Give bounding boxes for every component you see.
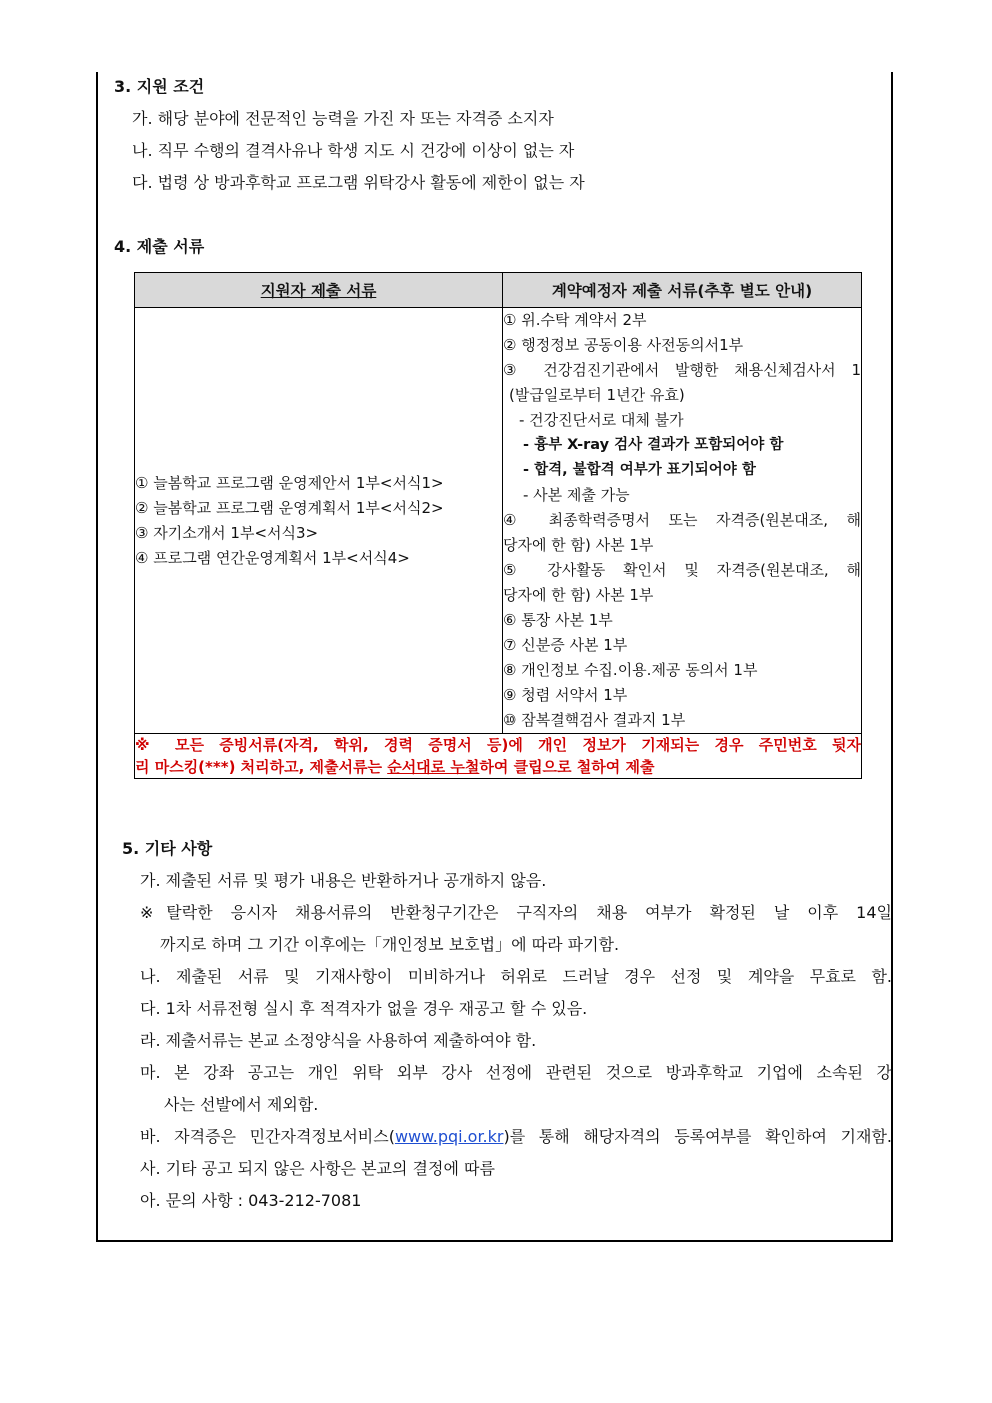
- sec5-note-line2: 까지로 하며 그 기간 이후에는「개인정보 보호법」에 따라 파기함.: [160, 935, 620, 954]
- table-header-applicant: 지원자 제출 서류: [135, 273, 503, 308]
- order-emphasis: 순서대로 누철: [387, 758, 480, 776]
- pqi-link[interactable]: www.pqi.or.kr: [394, 1127, 504, 1146]
- documents-table: [134, 272, 862, 779]
- contractor-doc-item: ⑥ 통장 사본 1부: [503, 611, 613, 629]
- applicant-documents-cell: [135, 308, 503, 734]
- masking-notice-line1: ※ 모든 증빙서류(자격, 학위, 경력 증명서 등)에 개인 정보가 기재되는 경우 주민번호 뒷자: [135, 736, 861, 754]
- sec5-item-ga: 가. 제출된 서류 및 평가 내용은 반환하거나 공개하지 않음.: [140, 871, 547, 890]
- applicant-doc-item: ④ 프로그램 연간운영계획서 1부<서식4>: [135, 548, 410, 567]
- contractor-doc-item: ④ 최종학력증명서 또는 자격증(원본대조, 해: [503, 511, 861, 529]
- contractor-doc-subitem: - 건강진단서로 대체 불가: [519, 411, 684, 429]
- sec5-item-a-contact: 아. 문의 사항 : 043-212-7081: [140, 1191, 362, 1210]
- contractor-doc-subitem: - 사본 제출 가능: [523, 486, 630, 504]
- contractor-doc-item: ⑨ 청렴 서약서 1부: [503, 686, 628, 704]
- section-4-title: 4. 제출 서류: [114, 237, 205, 256]
- contractor-doc-item: ⑧ 개인정보 수집.이용.제공 동의서 1부: [503, 661, 758, 679]
- contractor-doc-item: ⑦ 신분증 사본 1부: [503, 636, 628, 654]
- sec5-item-na: 나. 제출된 서류 및 기재사항이 미비하거나 허위로 드러날 경우 선정 및 계약을 무효로 함.: [140, 967, 892, 986]
- contractor-doc-item: 당자에 한 함) 사본 1부: [503, 536, 654, 554]
- sec5-item-ba: 바. 자격증은 민간자격정보서비스(www.pqi.or.kr)를 통해 해당자격의 등록여부를 확인하여 기재함.: [140, 1127, 892, 1146]
- masking-notice: [135, 734, 862, 779]
- section-3-title: 3. 지원 조건: [114, 77, 205, 96]
- sec5-item-sa: 사. 기타 공고 되지 않은 사항은 본교의 결정에 따름: [140, 1159, 495, 1178]
- contractor-doc-item: (발급일로부터 1년간 유효): [509, 386, 685, 404]
- section-5-title: 5. 기타 사항: [122, 839, 213, 858]
- sec5-item-ma-line2: 사는 선발에서 제외함.: [164, 1095, 319, 1114]
- applicant-doc-item: ② 늘봄학교 프로그램 운영계획서 1부<서식2>: [135, 498, 444, 517]
- sec5-item-ma-line1: 마. 본 강좌 공고는 개인 위탁 외부 강사 선정에 관련된 것으로 방과후학교 기업에 소속된 강: [140, 1063, 892, 1082]
- sec3-item-na: 나. 직무 수행의 결격사유나 학생 지도 시 건강에 이상이 없는 자: [132, 141, 575, 160]
- sec5-note-line1: ※탈락한 응시자 채용서류의 반환청구기간은 구직자의 채용 여부가 확정된 날 이후 14일: [140, 903, 892, 922]
- sec5-item-ra: 라. 제출서류는 본교 소정양식을 사용하여 제출하여야 함.: [140, 1031, 537, 1050]
- applicant-doc-item: ③ 자기소개서 1부<서식3>: [135, 523, 319, 542]
- contractor-doc-item: ③ 건강검진기관에서 발행한 채용신체검사서 1: [503, 361, 861, 379]
- sec3-item-ga: 가. 해당 분야에 전문적인 능력을 가진 자 또는 자격증 소지자: [132, 109, 554, 128]
- sec3-item-da: 다. 법령 상 방과후학교 프로그램 위탁강사 활동에 제한이 없는 자: [132, 173, 585, 192]
- sec5-item-da: 다. 1차 서류전형 실시 후 적격자가 없을 경우 재공고 할 수 있음.: [140, 999, 588, 1018]
- applicant-doc-item: ① 늘봄학교 프로그램 운영제안서 1부<서식1>: [135, 473, 444, 492]
- contractor-doc-item: 당자에 한 함) 사본 1부: [503, 586, 654, 604]
- contractor-doc-item: ⑩ 잠복결핵검사 결과지 1부: [503, 711, 686, 729]
- table-header-contractor: 계약예정자 제출 서류(추후 별도 안내): [503, 273, 862, 308]
- masking-notice-line2: 리 마스킹(***) 처리하고, 제출서류는 순서대로 누철하여 클립으로 철하여 제출: [135, 758, 655, 776]
- contractor-doc-subitem: - 합격, 불합격 여부가 표기되어야 함: [523, 462, 756, 478]
- contractor-doc-item: ⑤ 강사활동 확인서 및 자격증(원본대조, 해: [503, 561, 861, 579]
- contractor-documents-cell: [503, 308, 862, 734]
- contractor-doc-item: ① 위.수탁 계약서 2부: [503, 311, 647, 329]
- contractor-doc-subitem: - 흉부 X-ray 검사 결과가 포함되어야 함: [523, 437, 784, 453]
- contractor-doc-item: ② 행정정보 공동이용 사전동의서1부: [503, 336, 744, 354]
